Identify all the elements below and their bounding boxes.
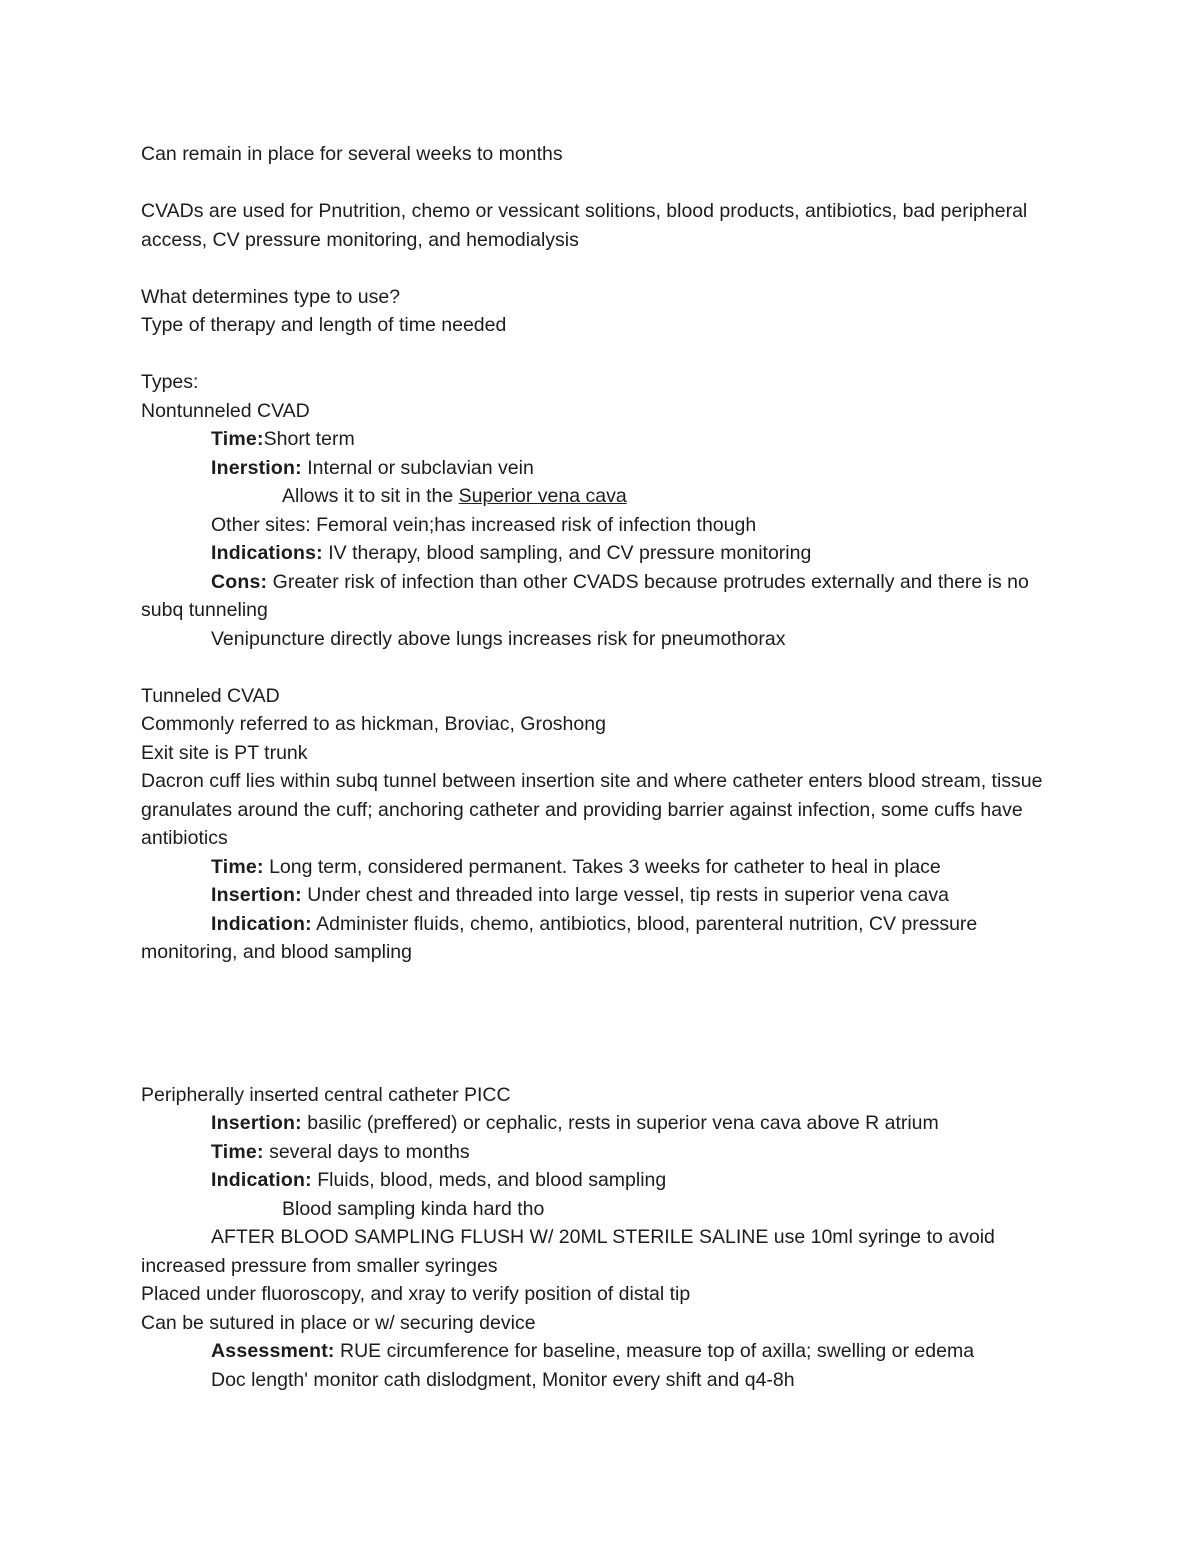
tunneled-dacron-cuff: Dacron cuff lies within subq tunnel between insertion site and where catheter enters blood stream, tissue granulates around the cuff; anchoring catheter and providing barrier against infection, some cuffs have antibiotics (141, 770, 1043, 849)
indication-label: Indication: (211, 1169, 312, 1191)
intro-uses: CVADs are used for Pnutrition, chemo or vessicant solitions, blood products, antibiotics, bad peripheral access, CV pressure monitoring, and hemodialysis (141, 200, 1028, 251)
question-line: What determines type to use? (141, 285, 401, 308)
tunneled-exit-site: Exit site is PT trunk (141, 741, 308, 764)
time-text: Short term (263, 428, 355, 450)
time-label: Time: (211, 428, 264, 450)
picc-doc-length: Doc length' monitor cath dislodgment, Monitor every shift and q4-8h (211, 1368, 795, 1391)
time-text: several days to months (263, 1140, 470, 1163)
time-label: Time: (211, 1140, 264, 1163)
blank-line (141, 340, 1071, 369)
types-heading: Types: (141, 371, 199, 393)
picc-blood-sampling-note: Blood sampling kinda hard tho (282, 1197, 545, 1220)
indication-text: Administer fluids, chemo, antibiotics, blood, parenteral nutrition, CV pressure monitoring, and blood sampling (141, 912, 978, 963)
tunneled-indication (141, 910, 1071, 967)
cons-label: Cons: (211, 570, 268, 593)
picc-time (141, 1138, 1071, 1167)
indication-label: Indication: (211, 912, 312, 935)
indications-text: IV therapy, blood sampling, and CV pressure monitoring (322, 542, 812, 564)
insertion-text: Internal or subclavian vein (301, 456, 534, 479)
picc-indication (141, 1166, 1071, 1195)
nontunneled-venipuncture: Venipuncture directly above lungs increases risk for pneumothorax (211, 627, 786, 650)
picc-placed: Placed under fluoroscopy, and xray to verify position of distal tip (141, 1283, 691, 1305)
nontunneled-time (141, 425, 1071, 454)
assessment-text: RUE circumference for baseline, measure top of axilla; swelling or edema (334, 1340, 975, 1362)
answer-line: Type of therapy and length of time needed (141, 314, 507, 336)
picc-sutured: Can be sutured in place or w/ securing device (141, 1311, 536, 1334)
nontunneled-indications (141, 539, 1071, 568)
insertion-label: Insertion: (211, 884, 302, 906)
intro-line: Can remain in place for several weeks to months (141, 143, 563, 165)
blank-line (141, 1052, 1071, 1081)
blank-line (141, 169, 1071, 198)
nontunneled-allows (141, 482, 1071, 511)
tunneled-insertion (141, 881, 1071, 910)
indication-text: Fluids, blood, meds, and blood sampling (311, 1169, 667, 1191)
document-page (141, 140, 1071, 1394)
picc-title: Peripherally inserted central catheter PICC (141, 1083, 511, 1106)
superior-vena-cava-text: Superior vena cava (458, 485, 627, 507)
assessment-label: Assessment: (211, 1340, 335, 1362)
nontunneled-other-sites: Other sites: Femoral vein;has increased risk of infection though (211, 513, 757, 536)
tunneled-names: Commonly referred to as hickman, Broviac, Groshong (141, 713, 606, 735)
tunneled-time (141, 853, 1071, 882)
indications-label: Indications: (211, 542, 323, 564)
allows-text: Allows it to sit in the (282, 485, 459, 507)
nontunneled-cons (141, 568, 1071, 625)
insertion-label: Inerstion: (211, 456, 302, 479)
blank-space (141, 967, 1071, 1053)
time-label: Time: (211, 855, 264, 878)
picc-assessment (141, 1337, 1071, 1366)
nontunneled-title: Nontunneled CVAD (141, 399, 310, 422)
picc-insertion (141, 1109, 1071, 1138)
cons-text: Greater risk of infection than other CVADS because protrudes externally and there is no subq tunneling (141, 570, 1029, 621)
time-text: Long term, considered permanent. Takes 3 weeks for catheter to heal in place (263, 855, 941, 878)
insertion-text: Under chest and threaded into large vessel, tip rests in superior vena cava (301, 884, 949, 906)
insertion-label: Insertion: (211, 1112, 302, 1134)
picc-flush: AFTER BLOOD SAMPLING FLUSH W/ 20ML STERILE SALINE use 10ml syringe to avoid increased pressure from smaller syringes (141, 1226, 995, 1277)
tunneled-title: Tunneled CVAD (141, 684, 280, 707)
nontunneled-insertion (141, 454, 1071, 483)
blank-line (141, 254, 1071, 283)
insertion-text: basilic (preffered) or cephalic, rests in superior vena cava above R atrium (301, 1112, 939, 1134)
blank-line (141, 653, 1071, 682)
